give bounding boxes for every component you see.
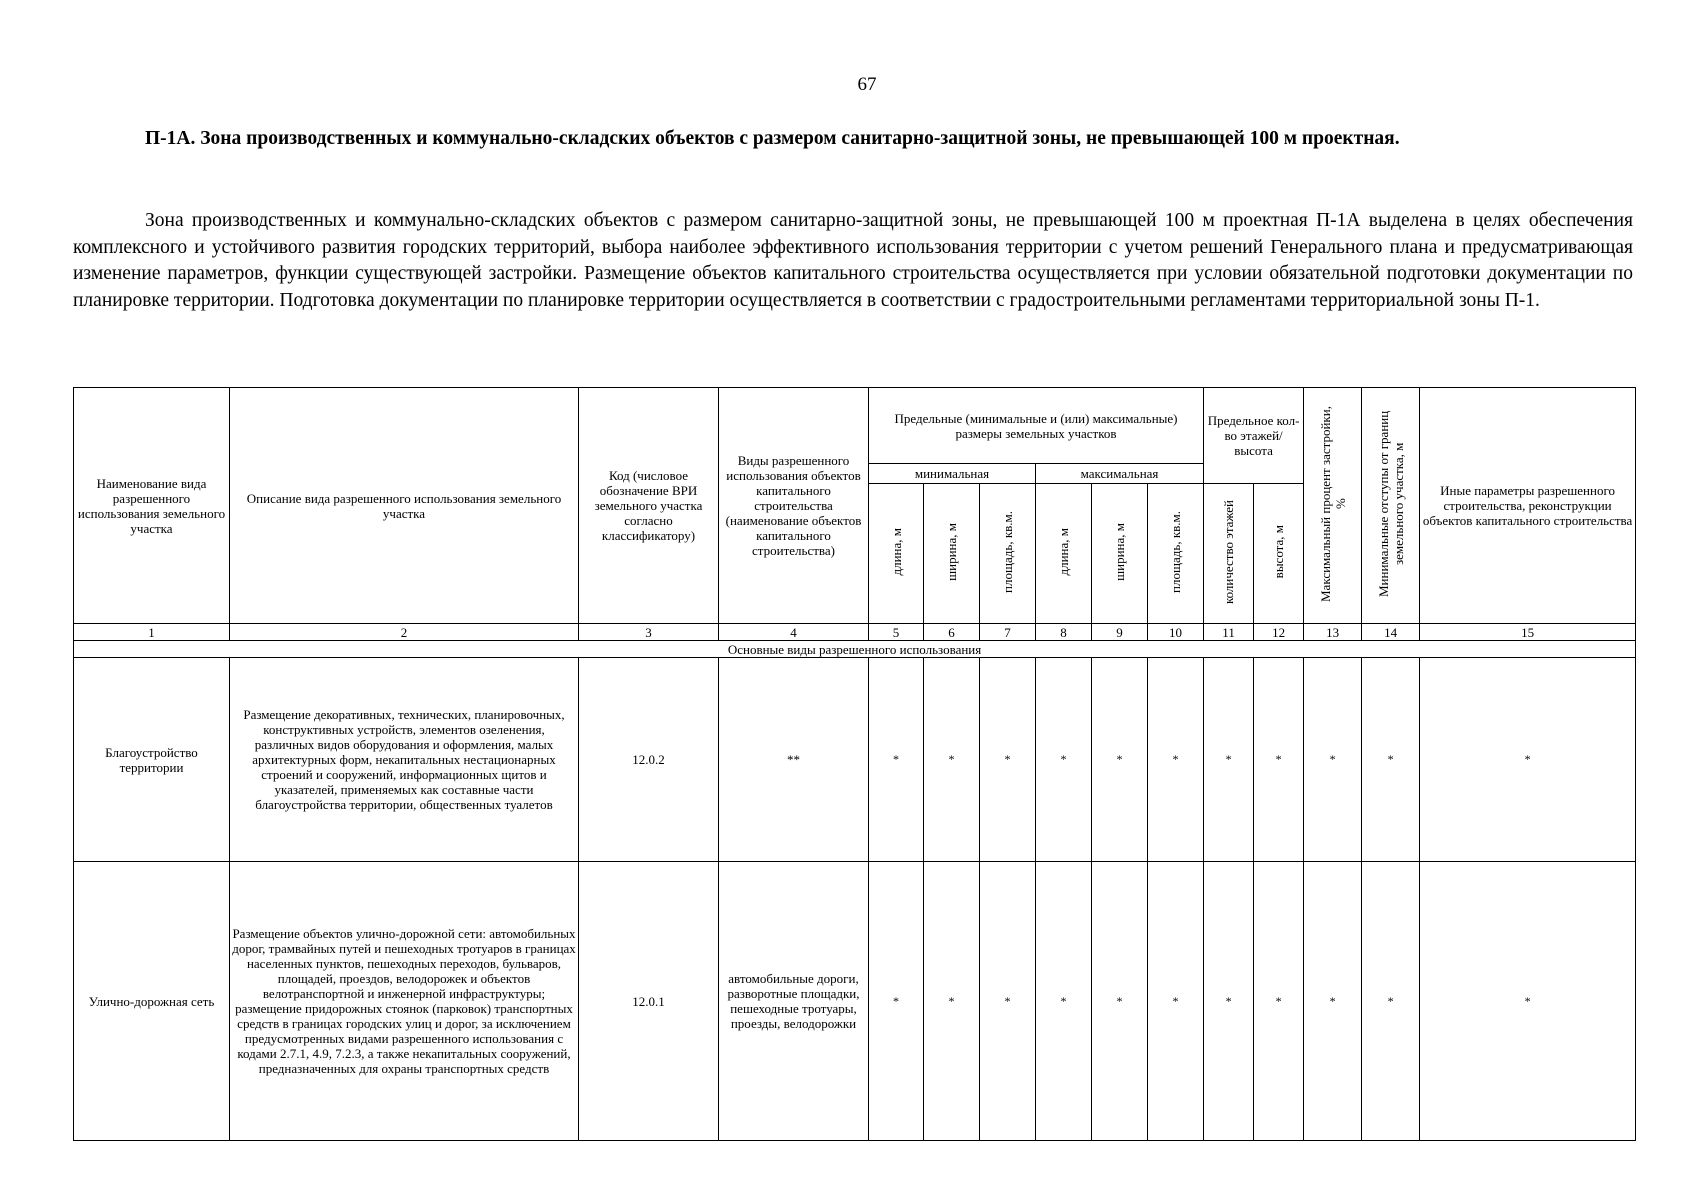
header-max-coverage-text: Максимальный процент застройки, % <box>1317 406 1348 602</box>
param-cell: * <box>1148 862 1204 1141</box>
header-min-setbacks <box>1362 388 1420 624</box>
table-row <box>74 862 1636 1141</box>
param-cell: * <box>1420 862 1636 1141</box>
param-cell: * <box>1148 658 1204 862</box>
zone-heading: П-1А. Зона производственных и коммунально-складских объектов с размером санитарно-защитной зоны, не превышающей 100 м проектная. <box>145 128 1400 149</box>
table-row <box>74 658 1636 862</box>
column-number: 12 <box>1254 624 1304 641</box>
header-max-length: длина, м <box>1036 484 1092 624</box>
header-min-area: площадь, кв.м. <box>980 484 1036 624</box>
header-row-1 <box>74 388 1636 464</box>
header-min-width: ширина, м <box>924 484 980 624</box>
column-number: 4 <box>719 624 869 641</box>
param-cell: * <box>924 862 980 1141</box>
column-number: 14 <box>1362 624 1420 641</box>
regulations-table <box>73 387 1636 1141</box>
column-number: 1 <box>74 624 230 641</box>
header-max-area: площадь, кв.м. <box>1148 484 1204 624</box>
param-cell: * <box>869 862 924 1141</box>
column-number: 13 <box>1304 624 1362 641</box>
param-cell: * <box>1362 658 1420 862</box>
param-cell: * <box>1304 658 1362 862</box>
header-oks-types: Виды разрешенного использования объектов капитального строительства (наименование объектов капитального строительства) <box>719 388 869 624</box>
column-number: 3 <box>579 624 719 641</box>
column-number: 6 <box>924 624 980 641</box>
column-numbers-row <box>74 624 1636 641</box>
param-cell: * <box>1254 862 1304 1141</box>
param-cell: * <box>1204 862 1254 1141</box>
header-floors-height: Предельное кол-во этажей/ высота <box>1204 388 1304 484</box>
vri-description: Размещение декоративных, технических, планировочных, конструктивных устройств, элементов озеленения, различных видов оборудования и оформления, малых архитектурных форм, некапитальных нестационарных строений и сооружений, информационных щитов и указателей, применяемых как составные части благоустройства территории, общественных туалетов <box>230 658 579 862</box>
param-cell: * <box>924 658 980 862</box>
param-cell: * <box>980 862 1036 1141</box>
param-cell: * <box>869 658 924 862</box>
header-vri-code: Код (числовое обозначение ВРИ земельного участка согласно классификатору) <box>579 388 719 624</box>
column-number: 8 <box>1036 624 1092 641</box>
param-cell: * <box>980 658 1036 862</box>
param-cell: * <box>1304 862 1362 1141</box>
header-max-group: максимальная <box>1036 464 1204 484</box>
param-cell: * <box>1036 862 1092 1141</box>
header-min-setbacks-text: Минимальные отступы от границ земельного участка, м <box>1375 410 1406 598</box>
header-plot-sizes: Предельные (минимальные и (или) максимальные) размеры земельных участков <box>869 388 1204 464</box>
vri-name: Улично-дорожная сеть <box>74 862 230 1141</box>
header-min-length: длина, м <box>869 484 924 624</box>
param-cell: * <box>1204 658 1254 862</box>
column-number: 9 <box>1092 624 1148 641</box>
vri-description: Размещение объектов улично-дорожной сети: автомобильных дорог, трамвайных путей и пешеходных тротуаров в границах населенных пунктов, пешеходных переходов, бульваров, площадей, проездов, велодорожек и объектов велотранспортной и инженерной инфраструктуры; размещение придорожных стоянок (парковок) транспортных средств в границах городских улиц и дорог, за исключением предусмотренных видами разрешенного использования с кодами 2.7.1, 4.9, 7.2.3, а также некапитальных сооружений, предназначенных для охраны транспортных средств <box>230 862 579 1141</box>
section-title: Основные виды разрешенного использования <box>74 641 1636 658</box>
oks-types: автомобильные дороги, разворотные площадки, пешеходные тротуары, проезды, велодорожки <box>719 862 869 1141</box>
column-number: 2 <box>230 624 579 641</box>
param-cell: * <box>1036 658 1092 862</box>
page-number: 67 <box>857 74 877 95</box>
header-vri-name: Наименование вида разрешенного использования земельного участка <box>74 388 230 624</box>
vri-code: 12.0.1 <box>579 862 719 1141</box>
zone-description: Зона производственных и коммунально-складских объектов с размером санитарно-защитной зоны, не превышающей 100 м проектная П-1А выделена в целях обеспечения комплексного и устойчивого развития городских территорий, выбора наиболее эффективного использования территории с учетом решений Генерального плана и предусматривающая изменение параметров, функции существующей застройки. Размещение объектов капитального строительства осуществляется при условии обязательной подготовки документации по планировке территории. Подготовка документации по планировке территории осуществляется в соответствии с градостроительными регламентами территориальной зоны П-1. <box>73 210 1633 311</box>
section-row <box>74 641 1636 658</box>
param-cell: * <box>1420 658 1636 862</box>
vri-code: 12.0.2 <box>579 658 719 862</box>
header-floors-count: количество этажей <box>1204 484 1254 624</box>
param-cell: * <box>1254 658 1304 862</box>
param-cell: * <box>1092 658 1148 862</box>
header-min-group: минимальная <box>869 464 1036 484</box>
header-max-width: ширина, м <box>1092 484 1148 624</box>
column-number: 11 <box>1204 624 1254 641</box>
param-cell: * <box>1362 862 1420 1141</box>
column-number: 10 <box>1148 624 1204 641</box>
column-number: 5 <box>869 624 924 641</box>
column-number: 7 <box>980 624 1036 641</box>
header-other-params: Иные параметры разрешенного строительства, реконструкции объектов капитального строительства <box>1420 388 1636 624</box>
column-number: 15 <box>1420 624 1636 641</box>
param-cell: * <box>1092 862 1148 1141</box>
header-max-coverage <box>1304 388 1362 624</box>
vri-name: Благоустройство территории <box>74 658 230 862</box>
header-height: высота, м <box>1254 484 1304 624</box>
header-vri-description: Описание вида разрешенного использования земельного участка <box>230 388 579 624</box>
oks-types: ** <box>719 658 869 862</box>
